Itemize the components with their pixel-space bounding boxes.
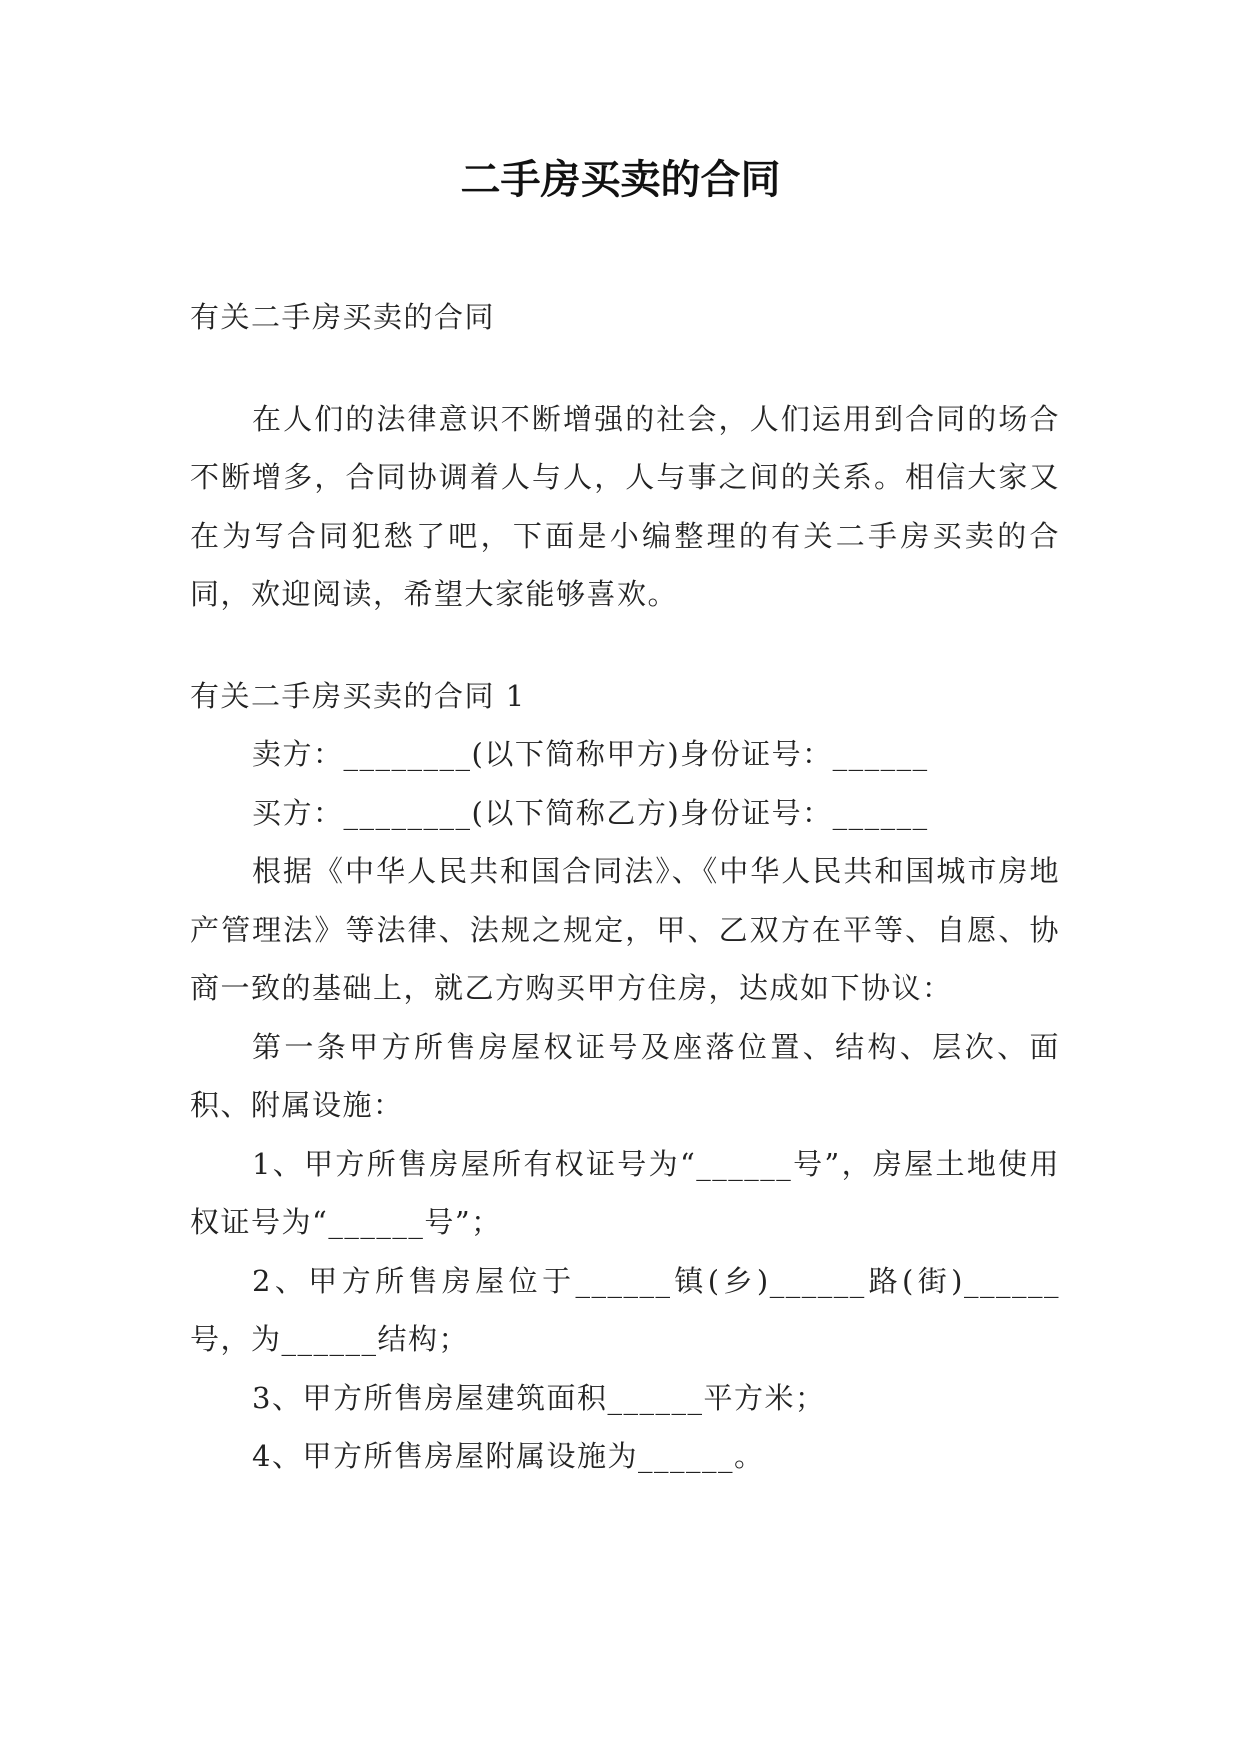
buyer-line: 买方：________(以下简称乙方)身份证号：______ bbox=[252, 795, 929, 830]
article-item: 1、甲方所售房屋所有权证号为“______号”，房屋土地使用权证号为“______号”； bbox=[190, 1146, 1060, 1239]
document-subtitle: 有关二手房买卖的合同 bbox=[190, 300, 496, 334]
basis-paragraph: 根据《中华人民共和国合同法》、《中华人民共和国城市房地产管理法》等法律、法规之规定，甲、乙双方在平等、自愿、协商一致的基础上，就乙方购买甲方住房，达成如下协议： bbox=[190, 854, 1060, 1005]
document-body bbox=[190, 288, 1060, 1486]
document-title: 二手房买卖的合同 bbox=[460, 157, 781, 203]
article-item: 2、甲方所售房屋位于______镇(乡)______路(街)______号，为______结构； bbox=[190, 1263, 1060, 1356]
section-heading: 有关二手房买卖的合同 1 bbox=[190, 678, 526, 713]
intro-paragraph: 在人们的法律意识不断增强的社会，人们运用到合同的场合不断增多，合同协调着人与人，人与事之间的关系。相信大家又在为写合同犯愁了吧，下面是小编整理的有关二手房买卖的合同，欢迎阅读，希望大家能够喜欢。 bbox=[190, 401, 1060, 611]
seller-line: 卖方：________(以下简称甲方)身份证号：______ bbox=[252, 737, 929, 771]
article-item: 3、甲方所售房屋建筑面积______平方米； bbox=[252, 1380, 826, 1415]
article-one: 第一条甲方所售房屋权证号及座落位置、结构、层次、面积、附属设施： bbox=[190, 1029, 1060, 1122]
article-item: 4、甲方所售房屋附属设施为______。 bbox=[252, 1439, 765, 1473]
